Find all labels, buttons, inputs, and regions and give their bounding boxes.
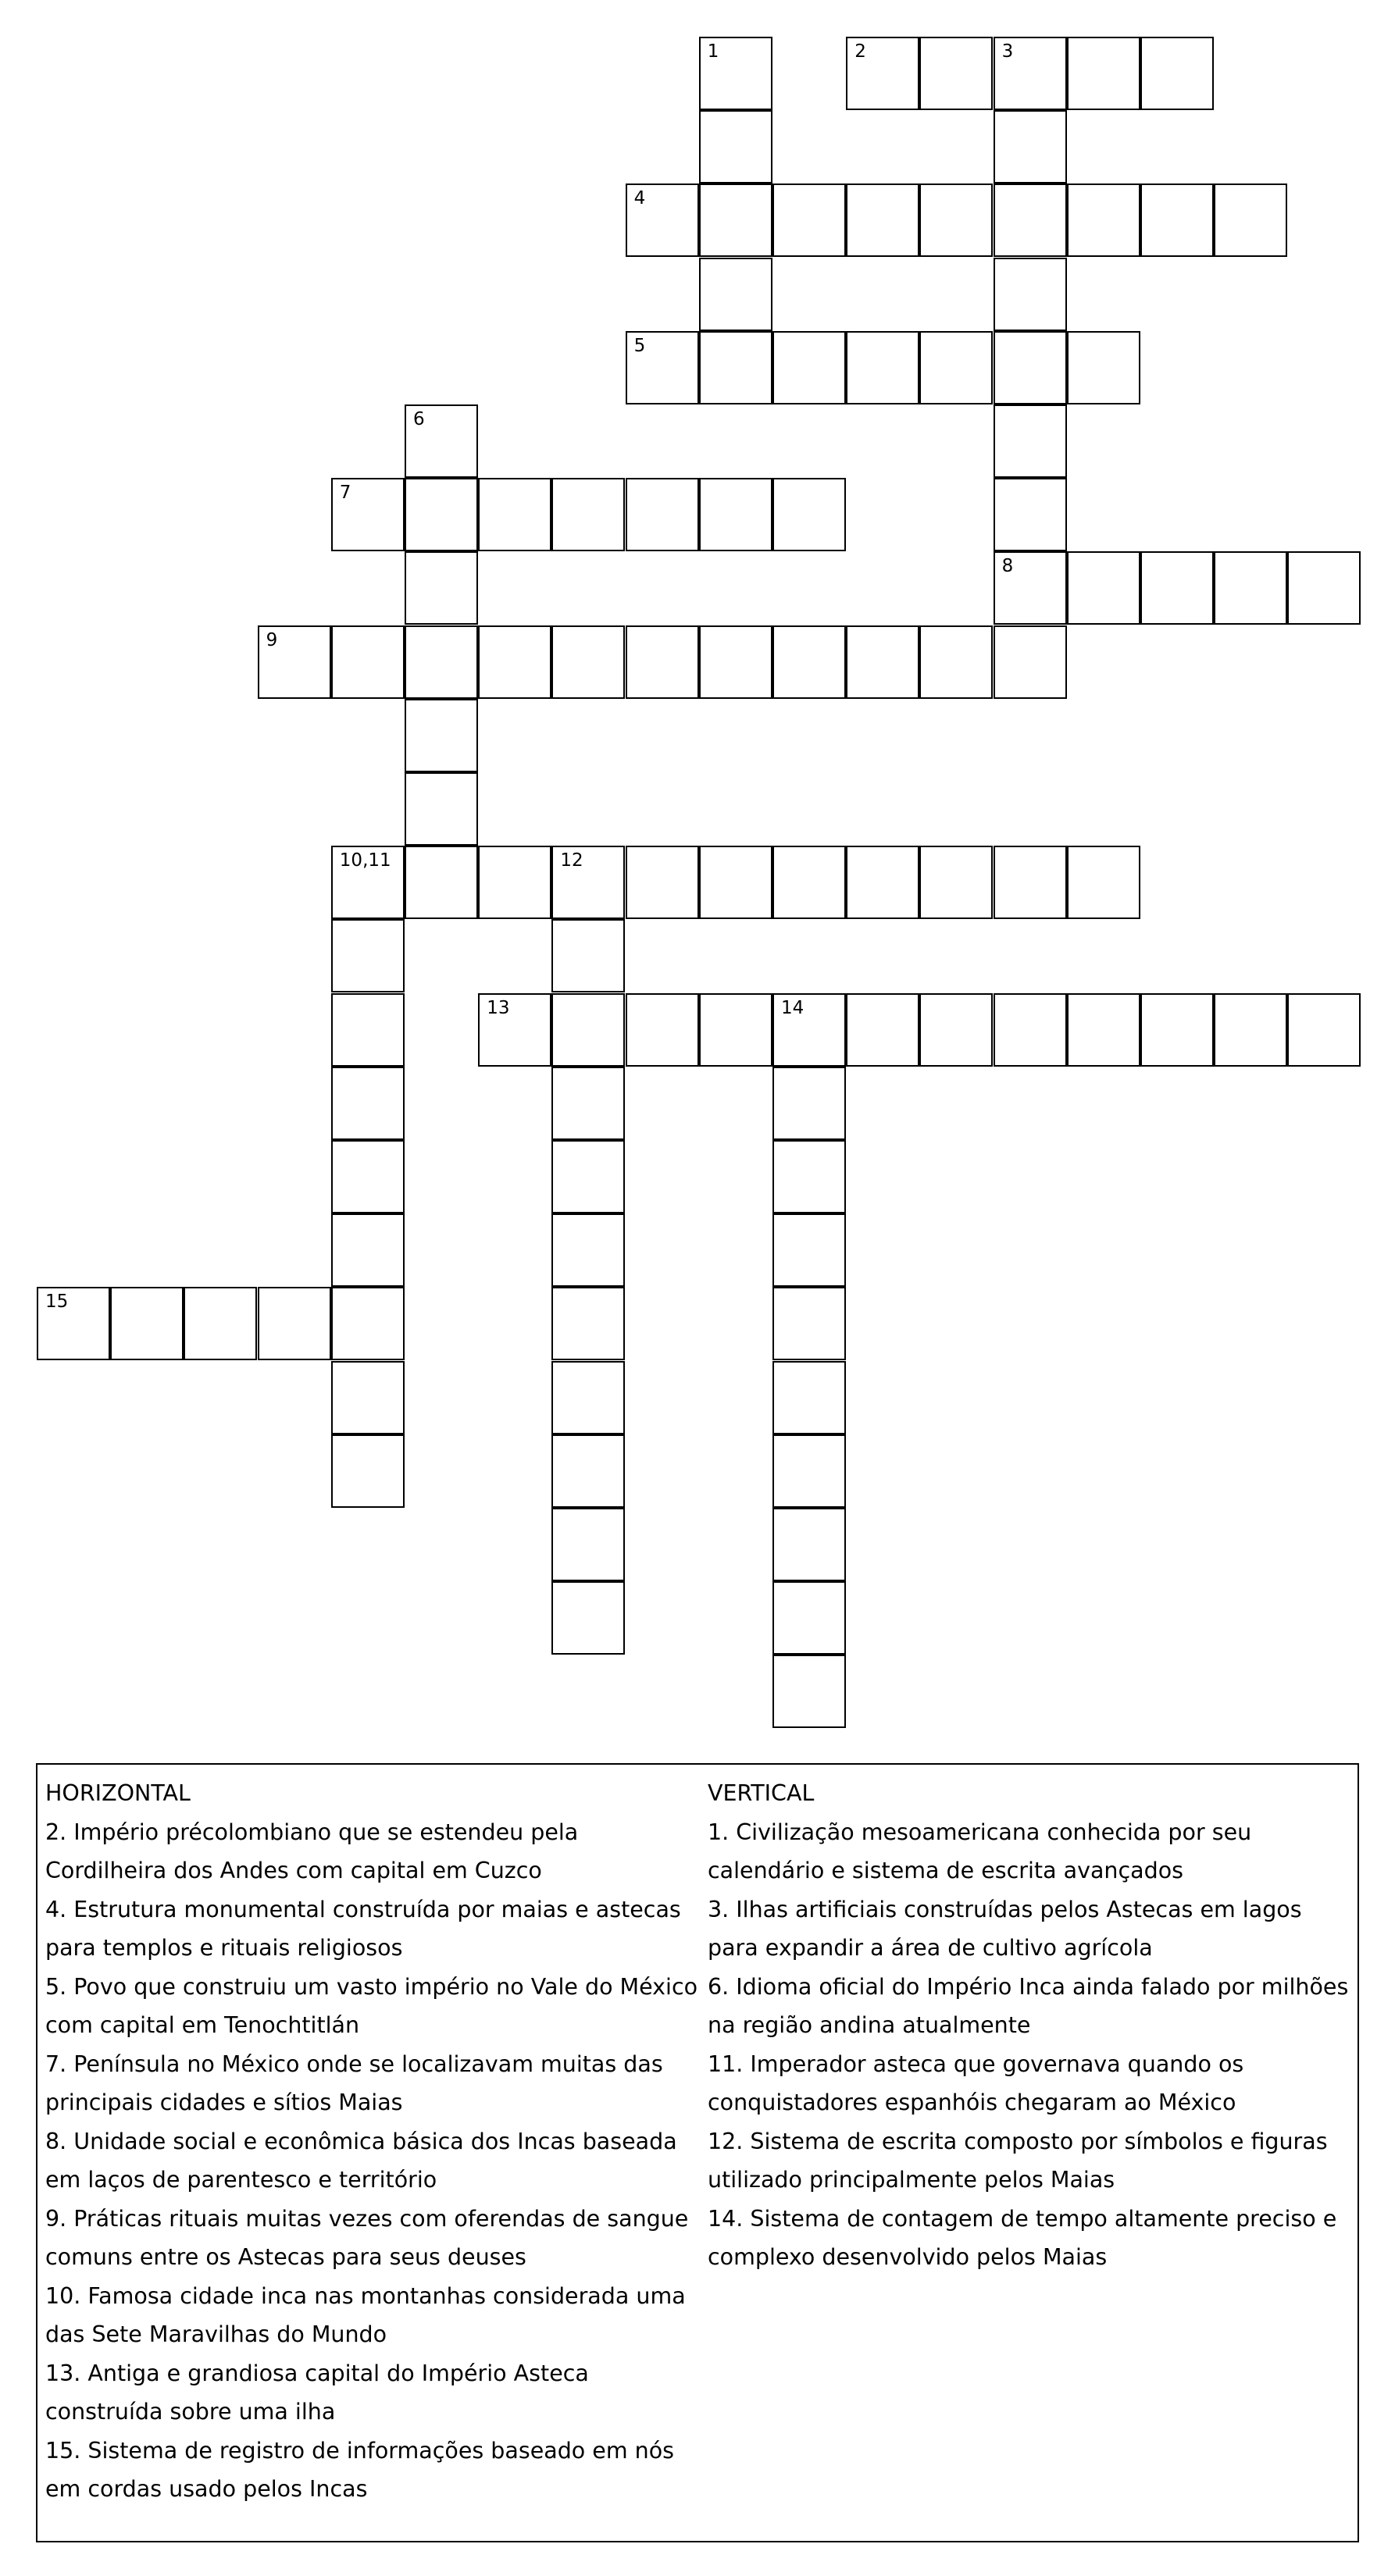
clue-number: 6 [413,409,425,429]
grid-cell[interactable] [994,404,1067,478]
across-clue: 15. Sistema de registro de informações baseado em nós em cordas usado pelos Incas [45,2437,674,2502]
clue-number: 9 [266,629,278,650]
grid-cell[interactable] [1067,331,1140,404]
down-clue: 6. Idioma oficial do Império Inca ainda falado por milhões na região andina atualmente [708,1973,1349,2038]
clue-number: 3 [1001,41,1014,62]
grid-cell[interactable] [551,993,625,1067]
grid-cell[interactable] [1214,551,1287,625]
grid-cell[interactable] [994,331,1067,404]
grid-cell[interactable] [331,919,405,992]
grid-cell[interactable] [994,846,1067,919]
grid-cell[interactable] [1140,551,1214,625]
grid-cell[interactable] [994,258,1067,331]
grid-cell[interactable] [1140,993,1214,1067]
grid-cell[interactable] [551,1434,625,1508]
grid-cell[interactable] [846,993,919,1067]
grid-cell[interactable] [626,183,699,257]
across-clue: 13. Antiga e grandiosa capital do Império Asteca construída sobre uma ilha [45,2360,589,2425]
grid-cell[interactable] [994,551,1067,625]
grid-cell[interactable] [1287,551,1361,625]
grid-cell[interactable] [1067,37,1140,110]
grid-cell[interactable] [551,1067,625,1140]
grid-cell[interactable] [551,846,625,919]
grid-cell[interactable] [699,625,772,699]
grid-cell[interactable] [626,478,699,551]
grid-cell[interactable] [478,846,551,919]
grid-cell[interactable] [919,846,993,919]
grid-cell[interactable] [772,1434,846,1508]
grid-cell[interactable] [772,1140,846,1213]
down-clue-list [708,1813,1356,2277]
grid-cell[interactable] [994,37,1067,110]
clue-number: 4 [633,188,646,209]
across-heading: HORIZONTAL [45,1780,191,1806]
clue-number: 13 [487,997,510,1018]
grid-cell[interactable] [846,37,919,110]
grid-cell[interactable] [994,993,1067,1067]
grid-cell[interactable] [551,478,625,551]
clue-number: 14 [781,997,805,1018]
grid-cell[interactable] [772,331,846,404]
grid-cell[interactable] [551,919,625,992]
grid-cell[interactable] [551,1213,625,1287]
grid-cell[interactable] [772,183,846,257]
grid-cell[interactable] [331,1361,405,1434]
grid-cell[interactable] [331,1067,405,1140]
grid-cell[interactable] [1067,183,1140,257]
clue-number: 7 [339,483,351,504]
grid-cell[interactable] [994,625,1067,699]
clue-number: 2 [854,41,866,62]
down-clue: 11. Imperador asteca que governava quando os conquistadores espanhóis chegaram ao México [708,2050,1244,2115]
grid-cell[interactable] [846,625,919,699]
clue-number: 1 [707,41,719,62]
grid-cell[interactable] [405,551,478,625]
grid-cell[interactable] [331,478,405,551]
across-clue: 8. Unidade social e econômica básica dos Incas baseada em laços de parentesco e território [45,2128,677,2193]
across-clue: 4. Estrutura monumental construída por maias e astecas para templos e rituais religiosos [45,1896,681,1961]
grid-cell[interactable] [699,478,772,551]
grid-cell[interactable] [772,1361,846,1434]
grid-cell[interactable] [626,625,699,699]
clues-box [36,1763,1359,2542]
grid-cell[interactable] [405,404,478,478]
grid-cell[interactable] [478,625,551,699]
grid-cell[interactable] [699,846,772,919]
down-clue: 1. Civilização mesoamericana conhecida por seu calendário e sistema de escrita avançados [708,1819,1252,1883]
grid-cell[interactable] [772,1067,846,1140]
down-heading: VERTICAL [708,1780,815,1806]
across-clue-list [45,1813,701,2509]
grid-cell[interactable] [405,846,478,919]
down-clue: 12. Sistema de escrita composto por símbolos e figuras utilizado principalmente pelos Maias [708,2128,1328,2193]
grid-cell[interactable] [699,183,772,257]
grid-cell[interactable] [699,993,772,1067]
grid-cell[interactable] [184,1287,257,1360]
clue-number: 10,11 [339,850,391,871]
down-clue: 14. Sistema de contagem de tempo altamente preciso e complexo desenvolvido pelos Maias [708,2205,1337,2270]
grid-cell[interactable] [405,625,478,699]
grid-cell[interactable] [258,625,331,699]
clue-number: 15 [45,1292,69,1313]
grid-cell[interactable] [258,1287,331,1360]
grid-cell[interactable] [699,110,772,183]
grid-cell[interactable] [551,1361,625,1434]
across-clue: 10. Famosa cidade inca nas montanhas considerada uma das Sete Maravilhas do Mundo [45,2282,686,2347]
grid-cell[interactable] [994,478,1067,551]
grid-cell[interactable] [331,625,405,699]
across-clue: 2. Império précolombiano que se estendeu pela Cordilheira dos Andes com capital em Cuzco [45,1819,579,1883]
grid-cell[interactable] [405,699,478,772]
grid-cell[interactable] [331,1140,405,1213]
grid-cell[interactable] [37,1287,110,1360]
grid-cell[interactable] [110,1287,184,1360]
grid-cell[interactable] [699,37,772,110]
grid-cell[interactable] [1140,183,1214,257]
grid-cell[interactable] [1140,37,1214,110]
grid-cell[interactable] [772,1581,846,1655]
grid-cell[interactable] [1067,551,1140,625]
grid-cell[interactable] [1214,183,1287,257]
grid-cell[interactable] [772,478,846,551]
across-clues [45,1774,701,2509]
grid-cell[interactable] [551,625,625,699]
grid-cell[interactable] [405,478,478,551]
grid-cell[interactable] [551,1508,625,1581]
grid-cell[interactable] [331,1213,405,1287]
grid-cell[interactable] [1067,846,1140,919]
grid-cell[interactable] [919,37,993,110]
grid-cell[interactable] [919,331,993,404]
grid-cell[interactable] [551,1140,625,1213]
grid-cell[interactable] [331,993,405,1067]
down-clue: 3. Ilhas artificiais construídas pelos Astecas em lagos para expandir a área de cultivo agrícola [708,1896,1302,1961]
grid-cell[interactable] [1214,993,1287,1067]
grid-cell[interactable] [626,993,699,1067]
grid-cell[interactable] [772,1287,846,1360]
down-clues [708,1774,1356,2277]
grid-cell[interactable] [405,772,478,846]
grid-cell[interactable] [1067,993,1140,1067]
grid-cell[interactable] [551,1287,625,1360]
grid-cell[interactable] [772,1508,846,1581]
grid-cell[interactable] [551,1581,625,1655]
grid-cell[interactable] [478,478,551,551]
grid-cell[interactable] [919,993,993,1067]
grid-cell[interactable] [331,846,405,919]
grid-cell[interactable] [919,183,993,257]
clue-number: 5 [633,335,646,356]
grid-cell[interactable] [1287,993,1361,1067]
across-clue: 5. Povo que construiu um vasto império no Vale do México com capital em Tenochtitlán [45,1973,698,2038]
grid-cell[interactable] [626,331,699,404]
grid-cell[interactable] [699,258,772,331]
grid-cell[interactable] [478,993,551,1067]
grid-cell[interactable] [772,1655,846,1728]
grid-cell[interactable] [772,993,846,1067]
grid-cell[interactable] [846,331,919,404]
grid-cell[interactable] [919,625,993,699]
grid-cell[interactable] [994,183,1067,257]
grid-cell[interactable] [331,1434,405,1508]
grid-cell[interactable] [772,846,846,919]
across-clue: 7. Península no México onde se localizavam muitas das principais cidades e sítios Maias [45,2050,663,2115]
clue-number: 12 [560,850,583,871]
across-clue: 9. Práticas rituais muitas vezes com oferendas de sangue comuns entre os Astecas para seus deuses [45,2205,689,2270]
grid-cell[interactable] [846,846,919,919]
grid-cell[interactable] [699,331,772,404]
grid-cell[interactable] [994,110,1067,183]
grid-cell[interactable] [772,1213,846,1287]
clue-number: 8 [1001,556,1014,577]
grid-cell[interactable] [331,1287,405,1360]
grid-cell[interactable] [626,846,699,919]
grid-cell[interactable] [846,183,919,257]
grid-cell[interactable] [772,625,846,699]
